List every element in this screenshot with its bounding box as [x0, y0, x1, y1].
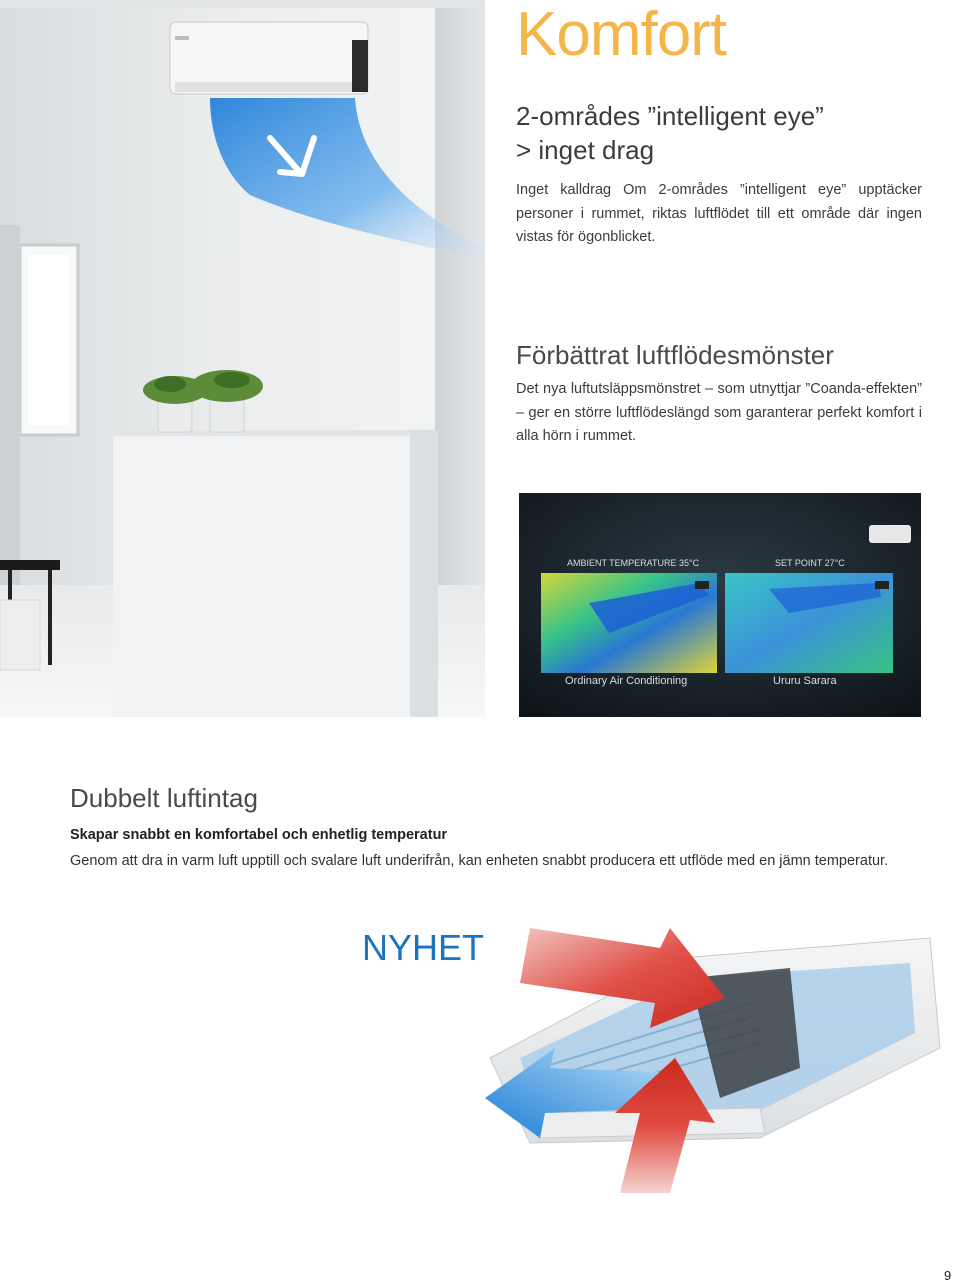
intelligent-eye-body: Inget kalldrag Om 2-områdes ”intelligent eye” upptäcker personer i rummet, riktas luftflödet till ett område där ingen vistas för ögonblicket. — [516, 182, 922, 245]
intelligent-eye-heading-line1: 2-områdes ”intelligent eye” — [516, 101, 824, 131]
chevron-arrow-down-right-icon — [262, 126, 324, 184]
dual-intake-heading: Dubbelt luftintag — [70, 783, 258, 813]
intelligent-eye-heading — [516, 99, 936, 167]
dual-intake-unit-illustration — [460, 908, 960, 1198]
airflow-heading: Förbättrat luftflödesmönster — [516, 340, 834, 370]
ururu-sarara-caption: Ururu Sarara — [773, 675, 837, 687]
page-title: Komfort — [516, 0, 727, 69]
ordinary-ac-caption: Ordinary Air Conditioning — [565, 675, 688, 687]
dual-intake-subheading: Skapar snabbt en komfortabel och enhetlig temperatur — [70, 827, 448, 843]
set-point-label: SET POINT 27°C — [775, 558, 845, 568]
new-badge: NYHET — [362, 927, 485, 968]
airflow-body: Det nya luftutsläppsmönstret – som utnyttjar ”Coanda-effekten” – ger en större luftflödeslängd som garanterar perfekt komfort i alla hörn i rummet. — [516, 381, 922, 444]
intelligent-eye-heading-line2: > inget drag — [516, 135, 655, 165]
thermal-comparison-image — [519, 493, 921, 717]
wall-ac-unit — [170, 22, 368, 94]
ambient-temperature-label: AMBIENT TEMPERATURE 35°C — [567, 558, 700, 568]
page-number: 9 — [944, 1268, 952, 1283]
room-photo — [0, 0, 485, 717]
dual-intake-body: Genom att dra in varm luft upptill och svalare luft underifrån, kan enheten snabbt producera ett utflöde med en jämn temperatur. — [70, 853, 889, 869]
